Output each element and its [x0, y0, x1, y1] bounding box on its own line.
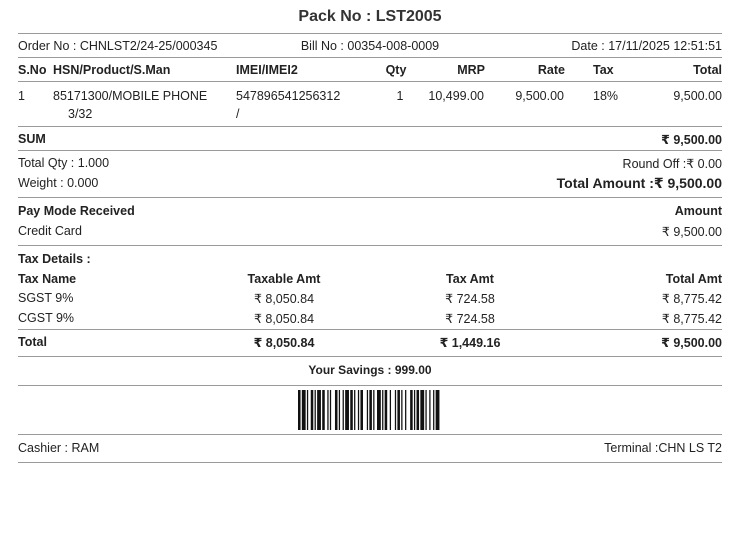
barcode-bar: [410, 390, 413, 430]
tax-total-total-amt: ₹ 9,500.00: [661, 336, 722, 350]
weight: Weight : 0.000: [18, 176, 99, 190]
tax-total-tax-amt: ₹ 1,449.16: [439, 336, 501, 350]
sum-value: ₹ 9,500.00: [661, 133, 722, 147]
divider: [18, 33, 722, 34]
tax-row-taxable: ₹ 8,050.84: [253, 312, 315, 326]
bill-number: Bill No : 00354-008-0009: [300, 39, 440, 53]
col-header-hsn: HSN/Product/S.Man: [53, 63, 171, 77]
round-off: Round Off :₹ 0.00: [622, 157, 722, 171]
item-rate: 9,500.00: [515, 89, 564, 103]
barcode-bar: [350, 390, 353, 430]
divider: [18, 245, 722, 246]
tax-amt-header: Tax Amt: [446, 272, 494, 286]
tax-row-name: SGST 9%: [18, 291, 74, 305]
barcode-bar: [390, 390, 391, 430]
barcode: [298, 390, 442, 430]
tax-row-taxable: ₹ 8,050.84: [253, 292, 315, 306]
item-sno: 1: [18, 89, 25, 103]
barcode-bar: [377, 390, 381, 430]
barcode-bar: [367, 390, 368, 430]
barcode-bar: [420, 390, 424, 430]
item-hsn-product-line2: 3/32: [68, 107, 93, 121]
barcode-bar: [385, 390, 388, 430]
your-savings: Your Savings : 999.00: [308, 363, 432, 377]
taxable-amt-header: Taxable Amt: [247, 272, 321, 286]
divider: [18, 126, 722, 127]
barcode-bar: [382, 390, 383, 430]
barcode-bar: [298, 390, 301, 430]
bill-date: Date : 17/11/2025 12:51:51: [571, 39, 722, 53]
barcode-bar: [358, 390, 359, 430]
item-qty: 1: [396, 89, 404, 103]
pay-amount-header: Amount: [674, 204, 722, 218]
barcode-bar: [414, 390, 415, 430]
barcode-bar: [327, 390, 328, 430]
item-tax: 18%: [593, 89, 619, 103]
divider: [18, 150, 722, 151]
cashier: Cashier : RAM: [18, 441, 100, 455]
tax-total-taxable: ₹ 8,050.84: [253, 336, 315, 350]
tax-total-label: Total: [18, 335, 47, 349]
sum-label: SUM: [18, 132, 46, 146]
item-imei2: /: [236, 107, 240, 121]
barcode-bar: [307, 390, 308, 430]
total-amt-header: Total Amt: [665, 272, 722, 286]
barcode-bar: [335, 390, 338, 430]
pay-amount: ₹ 9,500.00: [661, 225, 722, 239]
barcode-bar: [317, 390, 321, 430]
divider: [18, 197, 722, 198]
col-header-mrp: MRP: [457, 63, 485, 77]
order-number: Order No : CHNLST2/24-25/000345: [18, 39, 218, 53]
tax-details-title: Tax Details :: [18, 252, 91, 266]
col-header-qty: Qty: [385, 63, 407, 77]
barcode-bar: [425, 390, 426, 430]
item-hsn-product: 85171300/MOBILE PHONE: [53, 89, 208, 103]
tax-name-header: Tax Name: [18, 272, 77, 286]
barcode-bar: [330, 390, 331, 430]
barcode-bar: [354, 390, 355, 430]
barcode-bar: [343, 390, 344, 430]
pack-number-title: Pack No : LST2005: [298, 8, 442, 25]
pay-mode-header: Pay Mode Received: [18, 204, 135, 218]
col-header-imei: IMEI/IMEI2: [236, 63, 298, 77]
divider: [18, 462, 722, 463]
divider: [18, 356, 722, 357]
barcode-bar: [436, 390, 440, 430]
barcode-bar: [429, 390, 430, 430]
barcode-bar: [373, 390, 374, 430]
barcode-bar: [345, 390, 349, 430]
item-total: 9,500.00: [673, 89, 722, 103]
tax-row-tax-amt: ₹ 724.58: [445, 312, 495, 326]
divider: [18, 385, 722, 386]
pay-mode: Credit Card: [18, 224, 82, 238]
col-header-sno: S.No: [18, 63, 47, 77]
col-header-tax: Tax: [593, 63, 614, 77]
col-header-rate: Rate: [537, 63, 565, 77]
tax-row-total-amt: ₹ 8,775.42: [661, 292, 722, 306]
total-qty: Total Qty : 1.000: [18, 156, 110, 170]
barcode-bar: [397, 390, 400, 430]
barcode-bar: [360, 390, 363, 430]
divider: [18, 81, 722, 82]
barcode-bar: [395, 390, 396, 430]
barcode-bar: [417, 390, 420, 430]
barcode-bar: [369, 390, 372, 430]
tax-row-total-amt: ₹ 8,775.42: [661, 312, 722, 326]
divider: [18, 329, 722, 330]
barcode-bar: [405, 390, 406, 430]
barcode-bar: [401, 390, 402, 430]
barcode-bar: [311, 390, 314, 430]
col-header-total: Total: [693, 63, 722, 77]
barcode-bar: [339, 390, 340, 430]
tax-row-tax-amt: ₹ 724.58: [445, 292, 495, 306]
barcode-bar: [433, 390, 434, 430]
item-mrp: 10,499.00: [428, 89, 484, 103]
barcode-bar: [322, 390, 325, 430]
tax-row-name: CGST 9%: [18, 311, 75, 325]
terminal: Terminal :CHN LS T2: [604, 441, 722, 455]
barcode-bar: [302, 390, 306, 430]
item-imei: 547896541256312: [236, 89, 341, 103]
total-amount: Total Amount :₹ 9,500.00: [556, 175, 722, 191]
barcode-bar: [315, 390, 316, 430]
divider: [18, 57, 722, 58]
divider: [18, 434, 722, 435]
